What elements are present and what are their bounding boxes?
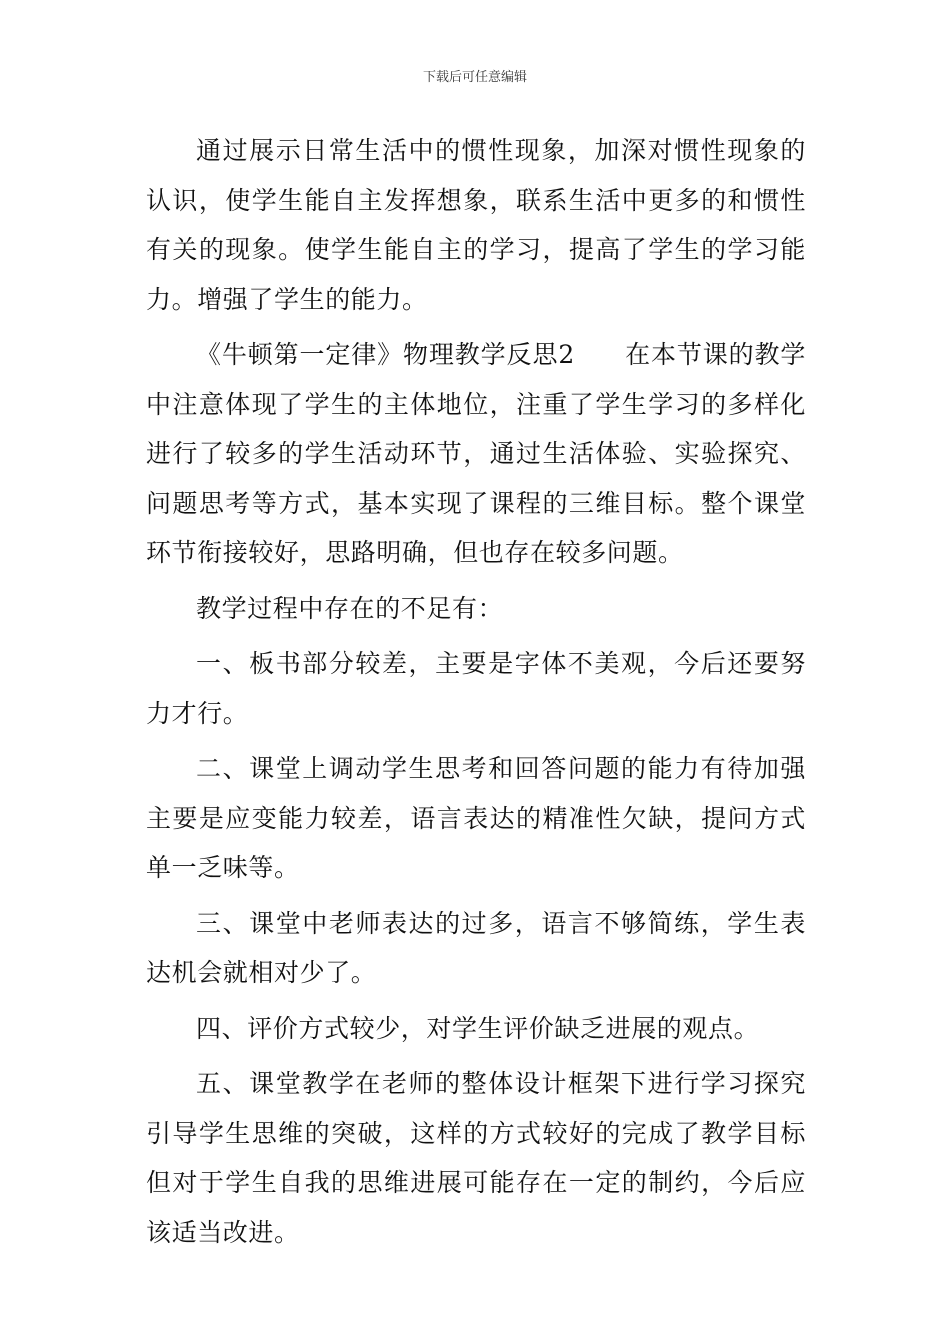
paragraph-5: 二、课堂上调动学生思考和回答问题的能力有待加强主要是应变能力较差，语言表达的精准性欠缺，提问方式单一乏味等。 [146,754,806,882]
paragraph-1: 通过展示日常生活中的惯性现象，加深对惯性现象的认识，使学生能自主发挥想象，联系生活中更多的和惯性有关的现象。使学生能自主的学习，提高了学生的学习能力。增强了学生的能力。 [146,136,806,314]
paragraph-7: 四、评价方式较少，对学生评价缺乏进展的观点。 [196,1013,760,1043]
paragraph-3: 教学过程中存在的不足有： [196,593,504,623]
paragraph-8: 五、课堂教学在老师的整体设计框架下进行学习探究引导学生思维的突破，这样的方式较好的完成了教学目标但对于学生自我的思维进展可能存在一定的制约，今后应该适当改进。 [146,1069,806,1247]
paragraph-2-text: 在本节课的教学中注意体现了学生的主体地位，注重了学生学习的多样化进行了较多的学生活动环节，通过生活体验、实验探究、问题思考等方式，基本实现了课程的三维目标。整个课堂环节衔接较好，思路明确，但也存在较多问题。 [146,340,806,567]
paragraph-2 [146,330,806,578]
paragraph-4: 一、板书部分较差，主要是字体不美观，今后还要努力才行。 [146,649,806,728]
page-header: 下载后可任意编辑 [422,70,527,85]
section-title: 《牛顿第一定律》物理教学反思2 [196,340,575,369]
document-body [146,126,806,1263]
paragraph-6: 三、课堂中老师表达的过多，语言不够简练，学生表达机会就相对少了。 [146,908,806,987]
